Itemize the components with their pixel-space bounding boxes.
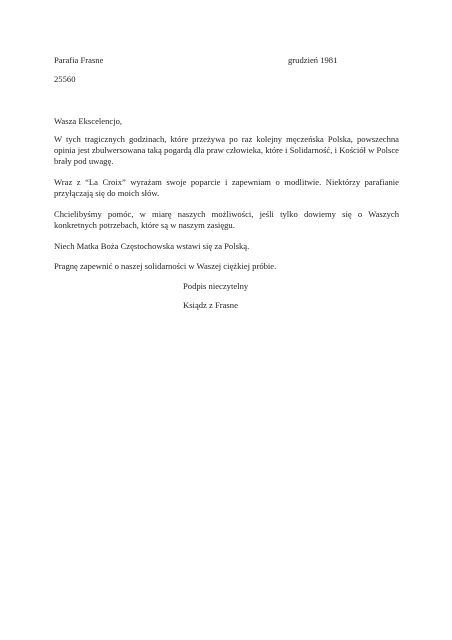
paragraph-2: Wraz z “La Croix” wyrażam swoje poparcie i zapewniam o modlitwie. Niektórzy parafianie przyłączają się do moich słów. [54, 177, 399, 199]
paragraph-4: Niech Matka Boża Częstochowska wstawi się za Polską. [54, 241, 250, 251]
signatory: Ksiądz z Frasne [183, 300, 238, 310]
paragraph-1: W tych tragicznych godzinach, które przeżywa po raz kolejny męczeńska Polska, powszechna opinia jest zbulwersowana taką pogardą dla praw człowieka, które i Solidarność, i Kościół w Polsce brały pod uwagę. [54, 134, 399, 167]
reference-number: 25560 [54, 74, 76, 84]
salutation: Wasza Ekscelencjo, [54, 116, 123, 126]
signature-note: Podpis nieczytelny [183, 281, 249, 291]
letter-date: grudzień 1981 [288, 55, 338, 65]
sender-name: Parafia Frasne [54, 55, 104, 65]
paragraph-5: Pragnę zapewnić o naszej solidarności w Waszej ciężkiej próbie. [54, 261, 277, 271]
paragraph-3: Chcielibyśmy pomóc, w miarę naszych możliwości, jeśli tylko dowiemy się o Waszych konkretnych potrzebach, które są w naszym zasięgu. [54, 209, 399, 231]
